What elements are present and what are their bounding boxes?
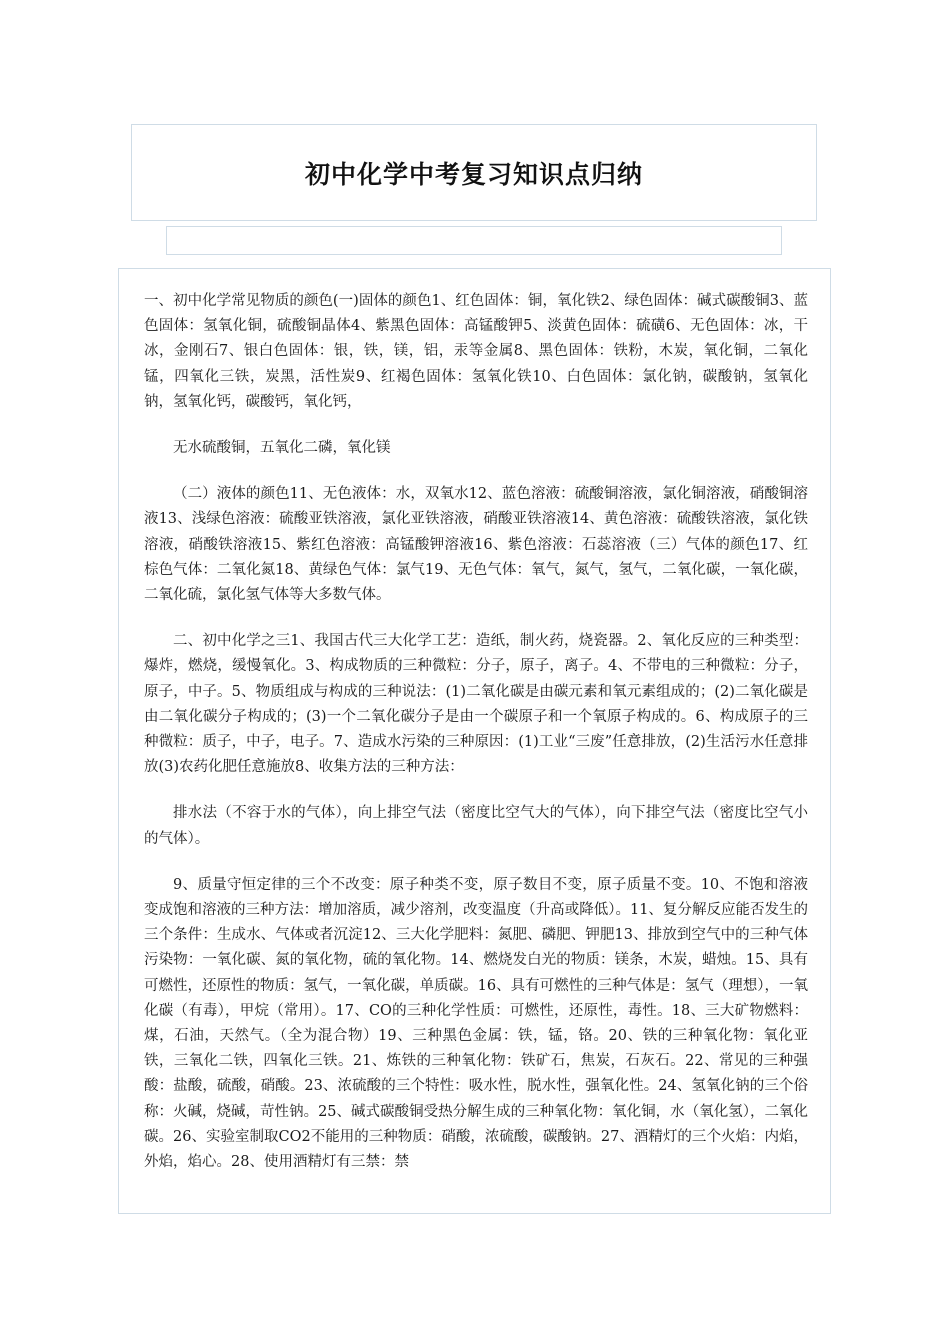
paragraph: （二）液体的颜色11、无色液体：水，双氧水12、蓝色溶液：硫酸铜溶液，氯化铜溶液，硝酸铜溶液13、浅绿色溶液：硫酸亚铁溶液，氯化亚铁溶液，硝酸亚铁溶液14、黄色溶液：硫酸铁溶液，氯化铁溶液，硝酸铁溶液15、紫红色溶液：高锰酸钾溶液16、紫色溶液：石蕊溶液（三）气体的颜色17、红棕色气体：二氧化氮18、黄绿色气体：氯气19、无色气体：氧气，氮气，氢气，二氧化碳，一氧化碳，二氧化硫，氯化氢气体等大多数气体。: [144, 486, 808, 604]
page-title: 初中化学中考复习知识点归纳: [304, 159, 643, 189]
paragraph: 一、初中化学常见物质的颜色(一)固体的颜色1、红色固体：铜，氧化铁2、绿色固体：碱式碳酸铜3、蓝色固体：氢氧化铜，硫酸铜晶体4、紫黑色固体：高锰酸钾5、淡黄色固体：硫磺6、无色固体：冰，干冰，金刚石7、银白色固体：银，铁，镁，铝，汞等金属8、黑色固体：铁粉，木炭，氧化铜，二氧化锰，四氧化三铁，炭黑，活性炭9、红褐色固体：氢氧化铁10、白色固体：氯化钠，碳酸钠，氢氧化钠，氢氧化钙，碳酸钙，氧化钙，: [144, 293, 808, 410]
paragraph: 二、初中化学之三1、我国古代三大化学工艺：造纸，制火药，烧瓷器。2、氧化反应的三种类型：爆炸，燃烧，缓慢氧化。3、构成物质的三种微粒：分子，原子，离子。4、不带电的三种微粒：分子，原子，中子。5、物质组成与构成的三种说法：(1)二氧化碳是由碳元素和氧元素组成的；(2)二氧化碳是由二氧化碳分子构成的；(3)一个二氧化碳分子是由一个碳原子和一个氧原子构成的。6、构成原子的三种微粒：质子，中子，电子。7、造成水污染的三种原因：(1)工业“三废”任意排放，(2)生活污水任意排放(3)农药化肥任意施放8、收集方法的三种方法：: [144, 633, 808, 776]
title-box: [131, 124, 817, 221]
paragraph: 无水硫酸铜，五氧化二磷，氧化镁: [173, 440, 391, 457]
content-box: [118, 268, 831, 1214]
paragraph: 9、质量守恒定律的三个不改变：原子种类不变，原子数目不变，原子质量不变。10、不饱和溶液变成饱和溶液的三种方法：增加溶质，减少溶剂，改变温度（升高或降低）。11、复分解反应能否发生的三个条件：生成水、气体或者沉淀12、三大化学肥料：氮肥、磷肥、钾肥13、排放到空气中的三种气体污染物：一氧化碳、氮的氧化物，硫的氧化物。14、燃烧发白光的物质：镁条，木炭，蜡烛。15、具有可燃性，还原性的物质：氢气，一氧化碳，单质碳。16、具有可燃性的三种气体是：氢气（理想），一氧化碳（有毒），甲烷（常用）。17、CO的三种化学性质：可燃性，还原性，毒性。18、三大矿物燃料：煤，石油，天然气。（全为混合物）19、三种黑色金属：铁，锰，铬。20、铁的三种氧化物：氧化亚铁，三氧化二铁，四氧化三铁。21、炼铁的三种氧化物：铁矿石，焦炭，石灰石。22、常见的三种强酸：盐酸，硫酸，硝酸。23、浓硫酸的三个特性：吸水性，脱水性，强氧化性。24、氢氧化钠的三个俗称：火碱，烧碱，苛性钠。25、碱式碳酸铜受热分解生成的三种氧化物：氧化铜，水（氧化氢），二氧化碳。26、实验室制取CO2不能用的三种物质：硝酸，浓硫酸，碳酸钠。27、酒精灯的三个火焰：内焰，外焰，焰心。28、使用酒精灯有三禁：禁: [144, 876, 808, 1171]
subtitle-box: [166, 226, 782, 255]
paragraph: 排水法（不容于水的气体），向上排空气法（密度比空气大的气体），向下排空气法（密度比空气小的气体）。: [144, 805, 808, 847]
